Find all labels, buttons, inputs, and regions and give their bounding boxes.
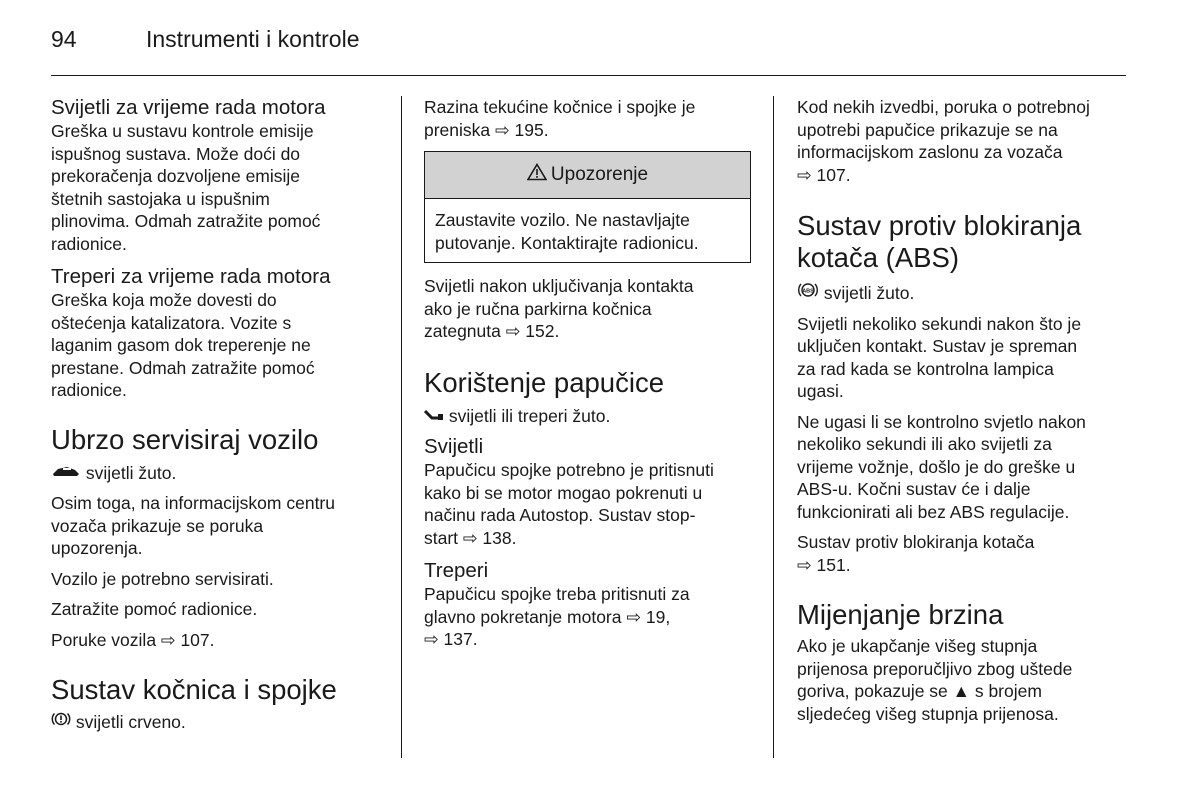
paragraph: Sustav protiv blokiranja kotača ⇨ 151.	[797, 532, 1035, 575]
icon-line: svijetli žuto.	[51, 462, 391, 485]
column-1	[51, 96, 391, 734]
paragraph: Kod nekih izvedbi, poruka o potrebnoj upotrebi papučice prikazuje se na informacijskom zaslonu za vozača ⇨ 107.	[797, 97, 1090, 185]
column-2	[424, 96, 754, 651]
section-heading: Sustav kočnica i spojke	[51, 674, 337, 705]
clutch-pedal-icon	[424, 406, 449, 426]
abs-icon	[797, 283, 824, 303]
page-header	[51, 26, 359, 53]
paragraph: Vozilo je potrebno servisirati.	[51, 568, 274, 589]
paragraph: Poruke vozila ⇨ 107.	[51, 629, 215, 650]
page-number: 94	[51, 26, 77, 52]
icon-line: svijetli crveno.	[51, 710, 391, 734]
paragraph: Papučicu spojke potrebno je pritisnuti kako bi se motor mogao pokrenuti u načinu rada Autostop. Sustav stop- start ⇨ 138.	[424, 460, 714, 548]
header-rule	[51, 75, 1126, 76]
paragraph: Ne ugasi li se kontrolno svjetlo nakon nekoliko sekundi ili ako svijetli za vrijeme vožnje, došlo je do greške u ABS-u. Kočni sustav će i dalje funkcionirati ali bez ABS regulacije.	[797, 411, 1086, 522]
column-divider	[401, 96, 402, 758]
paragraph: Svijetli nekoliko sekundi nakon što je uključen kontakt. Sustav je spreman za rad kada se kontrolna lampica ugasi.	[797, 313, 1082, 401]
paragraph: Greška koja može dovesti do oštećenja katalizatora. Vozite s laganim gasom dok treperenje ne prestane. Odmah zatražite pomoć radionice.	[51, 290, 315, 400]
paragraph: Osim toga, na informacijskom centru vozača prikazuje se poruka upozorenja.	[51, 493, 335, 558]
service-vehicle-icon	[51, 463, 86, 483]
paragraph: Razina tekućine kočnice i spojke je preniska ⇨ 195.	[424, 97, 696, 140]
paragraph: Zatražite pomoć radionice.	[51, 599, 258, 619]
section-heading: Sustav protiv blokiranja kotača (ABS)	[797, 210, 1082, 273]
section-heading: Ubrzo servisiraj vozilo	[51, 423, 319, 455]
column-3	[797, 96, 1137, 725]
chapter-title: Instrumenti i kontrole	[146, 26, 360, 52]
warning-triangle-icon	[527, 163, 547, 187]
svg-text:ABS: ABS	[802, 288, 814, 295]
subheading: Svijetli za vrijeme rada motora	[51, 96, 326, 119]
paragraph: Ako je ukapčanje višeg stupnja prijenosa preporučljivo zbog uštede goriva, pokazuje se ▲ s brojem sljedećeg višeg stupnja prijenosa.	[797, 636, 1073, 724]
section-heading: Korištenje papučice	[424, 366, 665, 398]
brake-warning-icon	[51, 712, 76, 732]
subheading: Svijetli	[424, 435, 484, 458]
icon-line: svijetli ili treperi žuto.	[424, 405, 754, 428]
warning-title: Upozorenje	[550, 164, 649, 185]
warning-text: Zaustavite vozilo. Ne nastavljajte putovanje. Kontaktirajte radionicu.	[435, 210, 699, 253]
warning-header	[425, 152, 750, 199]
paragraph: Svijetli nakon uključivanja kontakta ako je ručna parkirna kočnica zategnuta ⇨ 152.	[424, 276, 694, 341]
warning-box	[424, 151, 751, 263]
subheading: Treperi	[424, 559, 489, 582]
icon-line: ABS svijetli žuto.	[797, 281, 1137, 305]
paragraph: Papučicu spojke treba pritisnuti za glavno pokretanje motora ⇨ 19, ⇨ 137.	[424, 584, 690, 649]
section-heading: Mijenjanje brzina	[797, 599, 1004, 630]
paragraph: Greška u sustavu kontrole emisije ispušnog sustava. Može doći do prekoračenja dozvoljene emisije štetnih sastojaka u ispušnim plinovima. Odmah zatražite pomoć radionice.	[51, 121, 321, 254]
column-divider	[773, 96, 774, 758]
subheading: Treperi za vrijeme rada motora	[51, 265, 331, 288]
